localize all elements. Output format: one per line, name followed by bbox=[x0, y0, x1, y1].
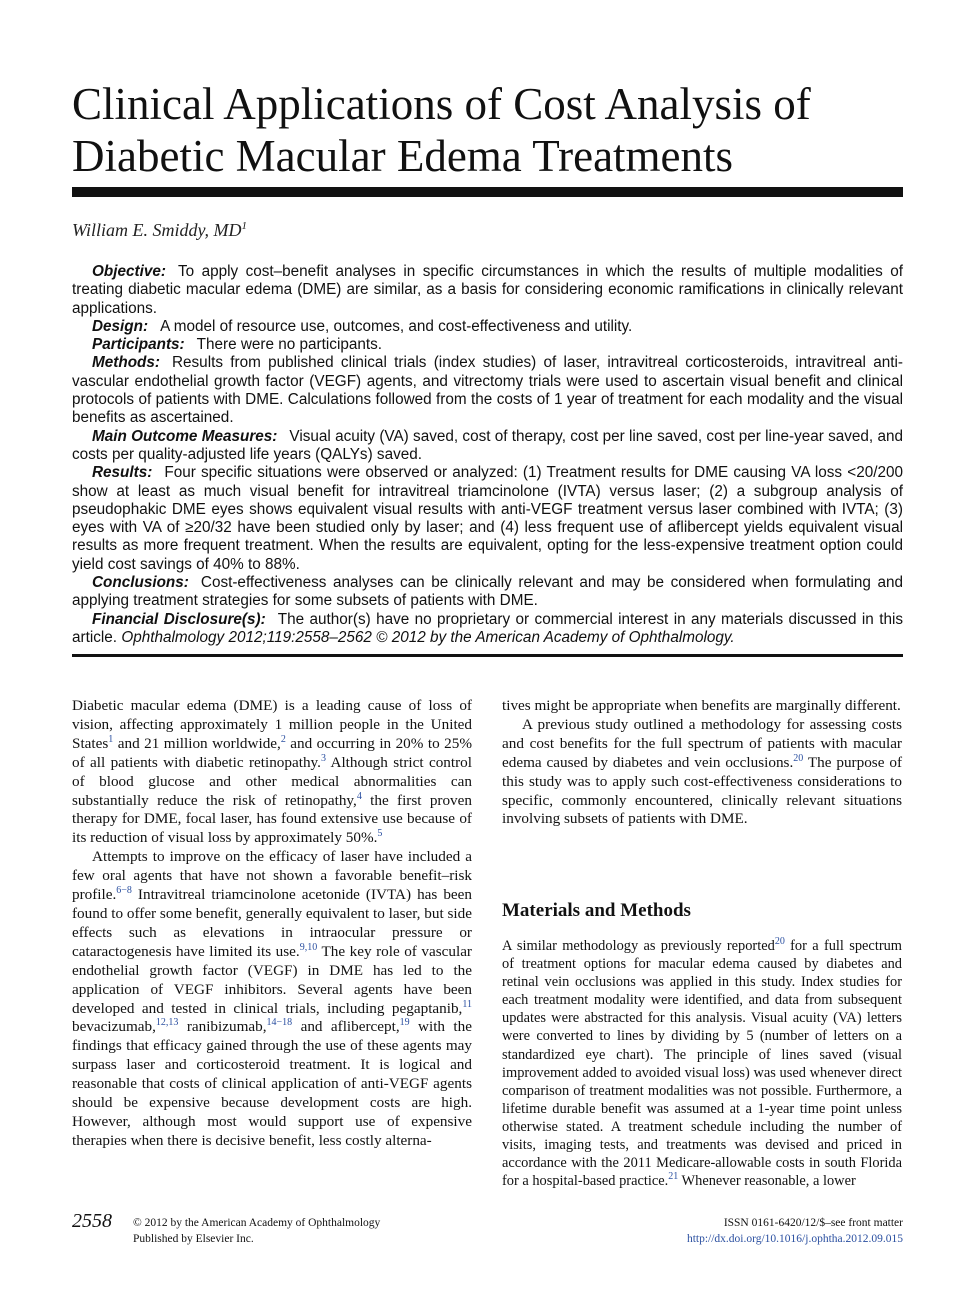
body-paragraph bbox=[72, 848, 472, 1151]
reference-link[interactable]: 1 bbox=[108, 733, 114, 745]
abstract-text: The author(s) have no proprietary or commercial interest in any materials discussed in this article. bbox=[72, 610, 904, 646]
abstract-outcomes bbox=[72, 428, 903, 465]
author-line bbox=[72, 220, 247, 241]
body-column-right bbox=[502, 697, 902, 829]
reference-link[interactable]: 20 bbox=[774, 936, 785, 948]
body-text: the first proven therapy for DME, focal laser, has found extensive use because of its reduction of visual loss by approximately 50%. bbox=[72, 791, 472, 847]
abstract-conclusions bbox=[72, 574, 903, 611]
abstract-label: Conclusions: bbox=[92, 574, 189, 592]
body-text: A previous study outlined a methodology for assessing costs and cost benefits for the full spectrum of patients with macular edema caused by diabetes and vein occlusions. bbox=[502, 715, 902, 771]
body-text: for a full spectrum of treatment options for macular edema caused by diabetes and retinal vein occlusions was applied in this study. Index studies for each treatment modality were identified, and data from subsequent updates were abstracted for this analysis. Visual acuity (VA) letters were converted to lines by dividing by 5 (number of letters on a standardized eye chart). The principle of lines saved (visual improvement added to avoided visual loss) was used whenever direct comparison of treatment modalities was not possible. Furthermore, a lifetime durable benefit was assumed at a 1-year time point unless otherwise stated. A treatment schedule including the number of visits, imaging tests, and treatments was devised and priced in accordance with the 2011 Medicare-allowable costs in south Florida for a hospital-based practice. bbox=[502, 938, 902, 1190]
abstract-label: Participants: bbox=[92, 336, 185, 354]
abstract-label: Objective: bbox=[92, 263, 166, 280]
body-text: and aflibercept, bbox=[292, 1018, 400, 1036]
article-title bbox=[72, 78, 912, 182]
abstract-label: Design: bbox=[92, 317, 149, 335]
title-line-2: Diabetic Macular Edema Treatments bbox=[72, 131, 734, 181]
abstract-methods bbox=[72, 354, 903, 427]
author-affiliation-ref: 1 bbox=[241, 220, 247, 232]
publisher-line: Published by Elsevier Inc. bbox=[133, 1233, 254, 1245]
body-paragraph bbox=[502, 716, 902, 829]
body-text: Although strict control of blood glucose and other medical abnormalities can substantially reduce the risk of retinopathy, bbox=[72, 753, 472, 809]
methods-paragraph bbox=[502, 937, 902, 1190]
title-line-1: Clinical Applications of Cost Analysis of bbox=[72, 79, 811, 129]
body-text: The key role of vascular endothelial growth factor (VEGF) in DME has led to the application of VEGF inhibitors. Several agents have been developed and tested in clinical trials, including pegaptanib, bbox=[72, 942, 472, 1017]
abstract-label: Methods: bbox=[92, 354, 160, 372]
body-text: Attempts to improve on the efficacy of laser have included a few oral agents that have not shown a favorable benefit–risk profile. bbox=[72, 848, 472, 904]
abstract-label: Financial Disclosure(s): bbox=[92, 610, 266, 628]
abstract-rule bbox=[72, 654, 903, 657]
reference-link[interactable]: 20 bbox=[793, 752, 804, 764]
abstract-participants bbox=[72, 336, 903, 354]
body-column-left bbox=[72, 697, 472, 1151]
body-text: Diabetic macular edema (DME) is a leading cause of loss of vision, affecting approximately 1 million people in the United States bbox=[72, 697, 472, 752]
body-text: The purpose of this study was to apply such cost-effectiveness considerations to specific, commonly encountered, clinically relevant situations involving subsets of patients with DME. bbox=[502, 753, 902, 828]
abstract-text: Visual acuity (VA) saved, cost of therapy, cost per line saved, cost per line-year saved, and costs per quality-adjusted life years (QALYs) saved. bbox=[72, 427, 903, 463]
title-rule bbox=[72, 187, 903, 197]
abstract-design bbox=[72, 318, 903, 336]
body-text: and occurring in 20% to 25% of all patients with diabetic retinopathy. bbox=[72, 734, 472, 771]
body-paragraph: tives might be appropriate when benefits are marginally different. bbox=[502, 697, 901, 714]
body-text: Intravitreal triamcinolone acetonide (IVTA) has been found to offer some benefit, generally equivalent to laser, but side effects such as elevations in intraocular pressure or cataractogenesis have limited its use. bbox=[72, 886, 472, 960]
reference-link[interactable]: 21 bbox=[668, 1171, 679, 1183]
body-text: A similar methodology as previously reported bbox=[502, 938, 775, 954]
footer-copyright bbox=[133, 1215, 380, 1247]
abstract-text: To apply cost–benefit analyses in specific circumstances in which the results of multiple modalities of treating diabetic macular edema (DME) are similar, as a basis for considering economic ramifications in clinically relevant applications. bbox=[72, 263, 903, 317]
reference-link[interactable]: 9,10 bbox=[299, 941, 318, 953]
reference-link[interactable]: 5 bbox=[377, 828, 383, 840]
abstract-text: A model of resource use, outcomes, and cost-effectiveness and utility. bbox=[160, 317, 633, 335]
abstract-text: There were no participants. bbox=[196, 336, 383, 354]
page-number: 2558 bbox=[72, 1210, 112, 1232]
abstract-text: Cost-effectiveness analyses can be clinically relevant and may be considered when formulating and applying treatment strategies for some subsets of patients with DME. bbox=[72, 574, 903, 610]
doi-link[interactable]: http://dx.doi.org/10.1016/j.ophtha.2012.09.015 bbox=[686, 1233, 903, 1245]
body-text: bevacizumab, bbox=[72, 1018, 156, 1036]
reference-link[interactable]: 2 bbox=[280, 733, 286, 745]
body-text: with the findings that efficacy gained through the use of these agents may surpass laser and corticosteroid treatment. It is logical and reasonable that costs of clinical application of anti-VEGF agents should be expensive because development costs are high. However, although most would support use of expensive therapies when there is decisive benefit, less costly alterna- bbox=[72, 1018, 472, 1149]
abstract-text: Four specific situations were observed or analyzed: (1) Treatment results for DME causing VA loss <20/200 show at least as much visual benefit for intravitreal triamcinolone (IVTA) versus laser; (2) a subgroup analysis of pseudophakic DME eyes shows equivalent visual results with anti-VEGF treatment versus laser combined with IVTA; (3) eyes with VA of ≥20/32 have been studied only by laser; and (4) less frequent use of aflibercept yields equivalent visual results as more frequent treatment. When the results are equivalent, opting for the less-expensive treatment option could yield cost savings of 40% to 88%. bbox=[72, 464, 903, 573]
reference-link[interactable]: 4 bbox=[356, 790, 362, 802]
footer-identifiers bbox=[687, 1215, 903, 1247]
abstract-objective bbox=[72, 263, 903, 318]
reference-link[interactable]: 19 bbox=[399, 1017, 410, 1029]
reference-link[interactable]: 12,13 bbox=[155, 1017, 179, 1029]
body-text: and 21 million worldwide, bbox=[113, 734, 281, 752]
abstract-disclosure bbox=[72, 611, 903, 648]
reference-link[interactable]: 3 bbox=[320, 752, 326, 764]
journal-citation: Ophthalmology 2012;119:2558–2562 © 2012 by the American Academy of Ophthalmology. bbox=[121, 628, 735, 646]
copyright-line: © 2012 by the American Academy of Ophthalmology bbox=[133, 1217, 381, 1229]
issn-line: ISSN 0161-6420/12/$–see front matter bbox=[723, 1217, 903, 1229]
reference-link[interactable]: 11 bbox=[462, 998, 472, 1010]
abstract-text: Results from published clinical trials (index studies) of laser, intravitreal corticosteroids, intravitreal anti-vascular endothelial growth factor (VEGF) agents, and vitrectomy trials were used to ascertain visual benefit and clinical protocols of patients with DME. Calculations followed from the costs of 1 year of treatment for each modality and the visual benefits as ascertained. bbox=[72, 354, 903, 427]
body-text: Whenever reasonable, a lower bbox=[678, 1173, 856, 1190]
abstract-label: Results: bbox=[92, 464, 153, 482]
section-heading: Materials and Methods bbox=[502, 900, 691, 921]
author-name: William E. Smiddy, MD bbox=[72, 220, 242, 240]
reference-link[interactable]: 6−8 bbox=[116, 885, 132, 896]
abstract-label: Main Outcome Measures: bbox=[92, 427, 278, 445]
reference-link[interactable]: 14−18 bbox=[266, 1017, 293, 1029]
body-paragraph bbox=[72, 697, 472, 848]
body-text: ranibizumab, bbox=[178, 1018, 267, 1036]
abstract-results bbox=[72, 464, 903, 574]
abstract bbox=[72, 263, 903, 647]
